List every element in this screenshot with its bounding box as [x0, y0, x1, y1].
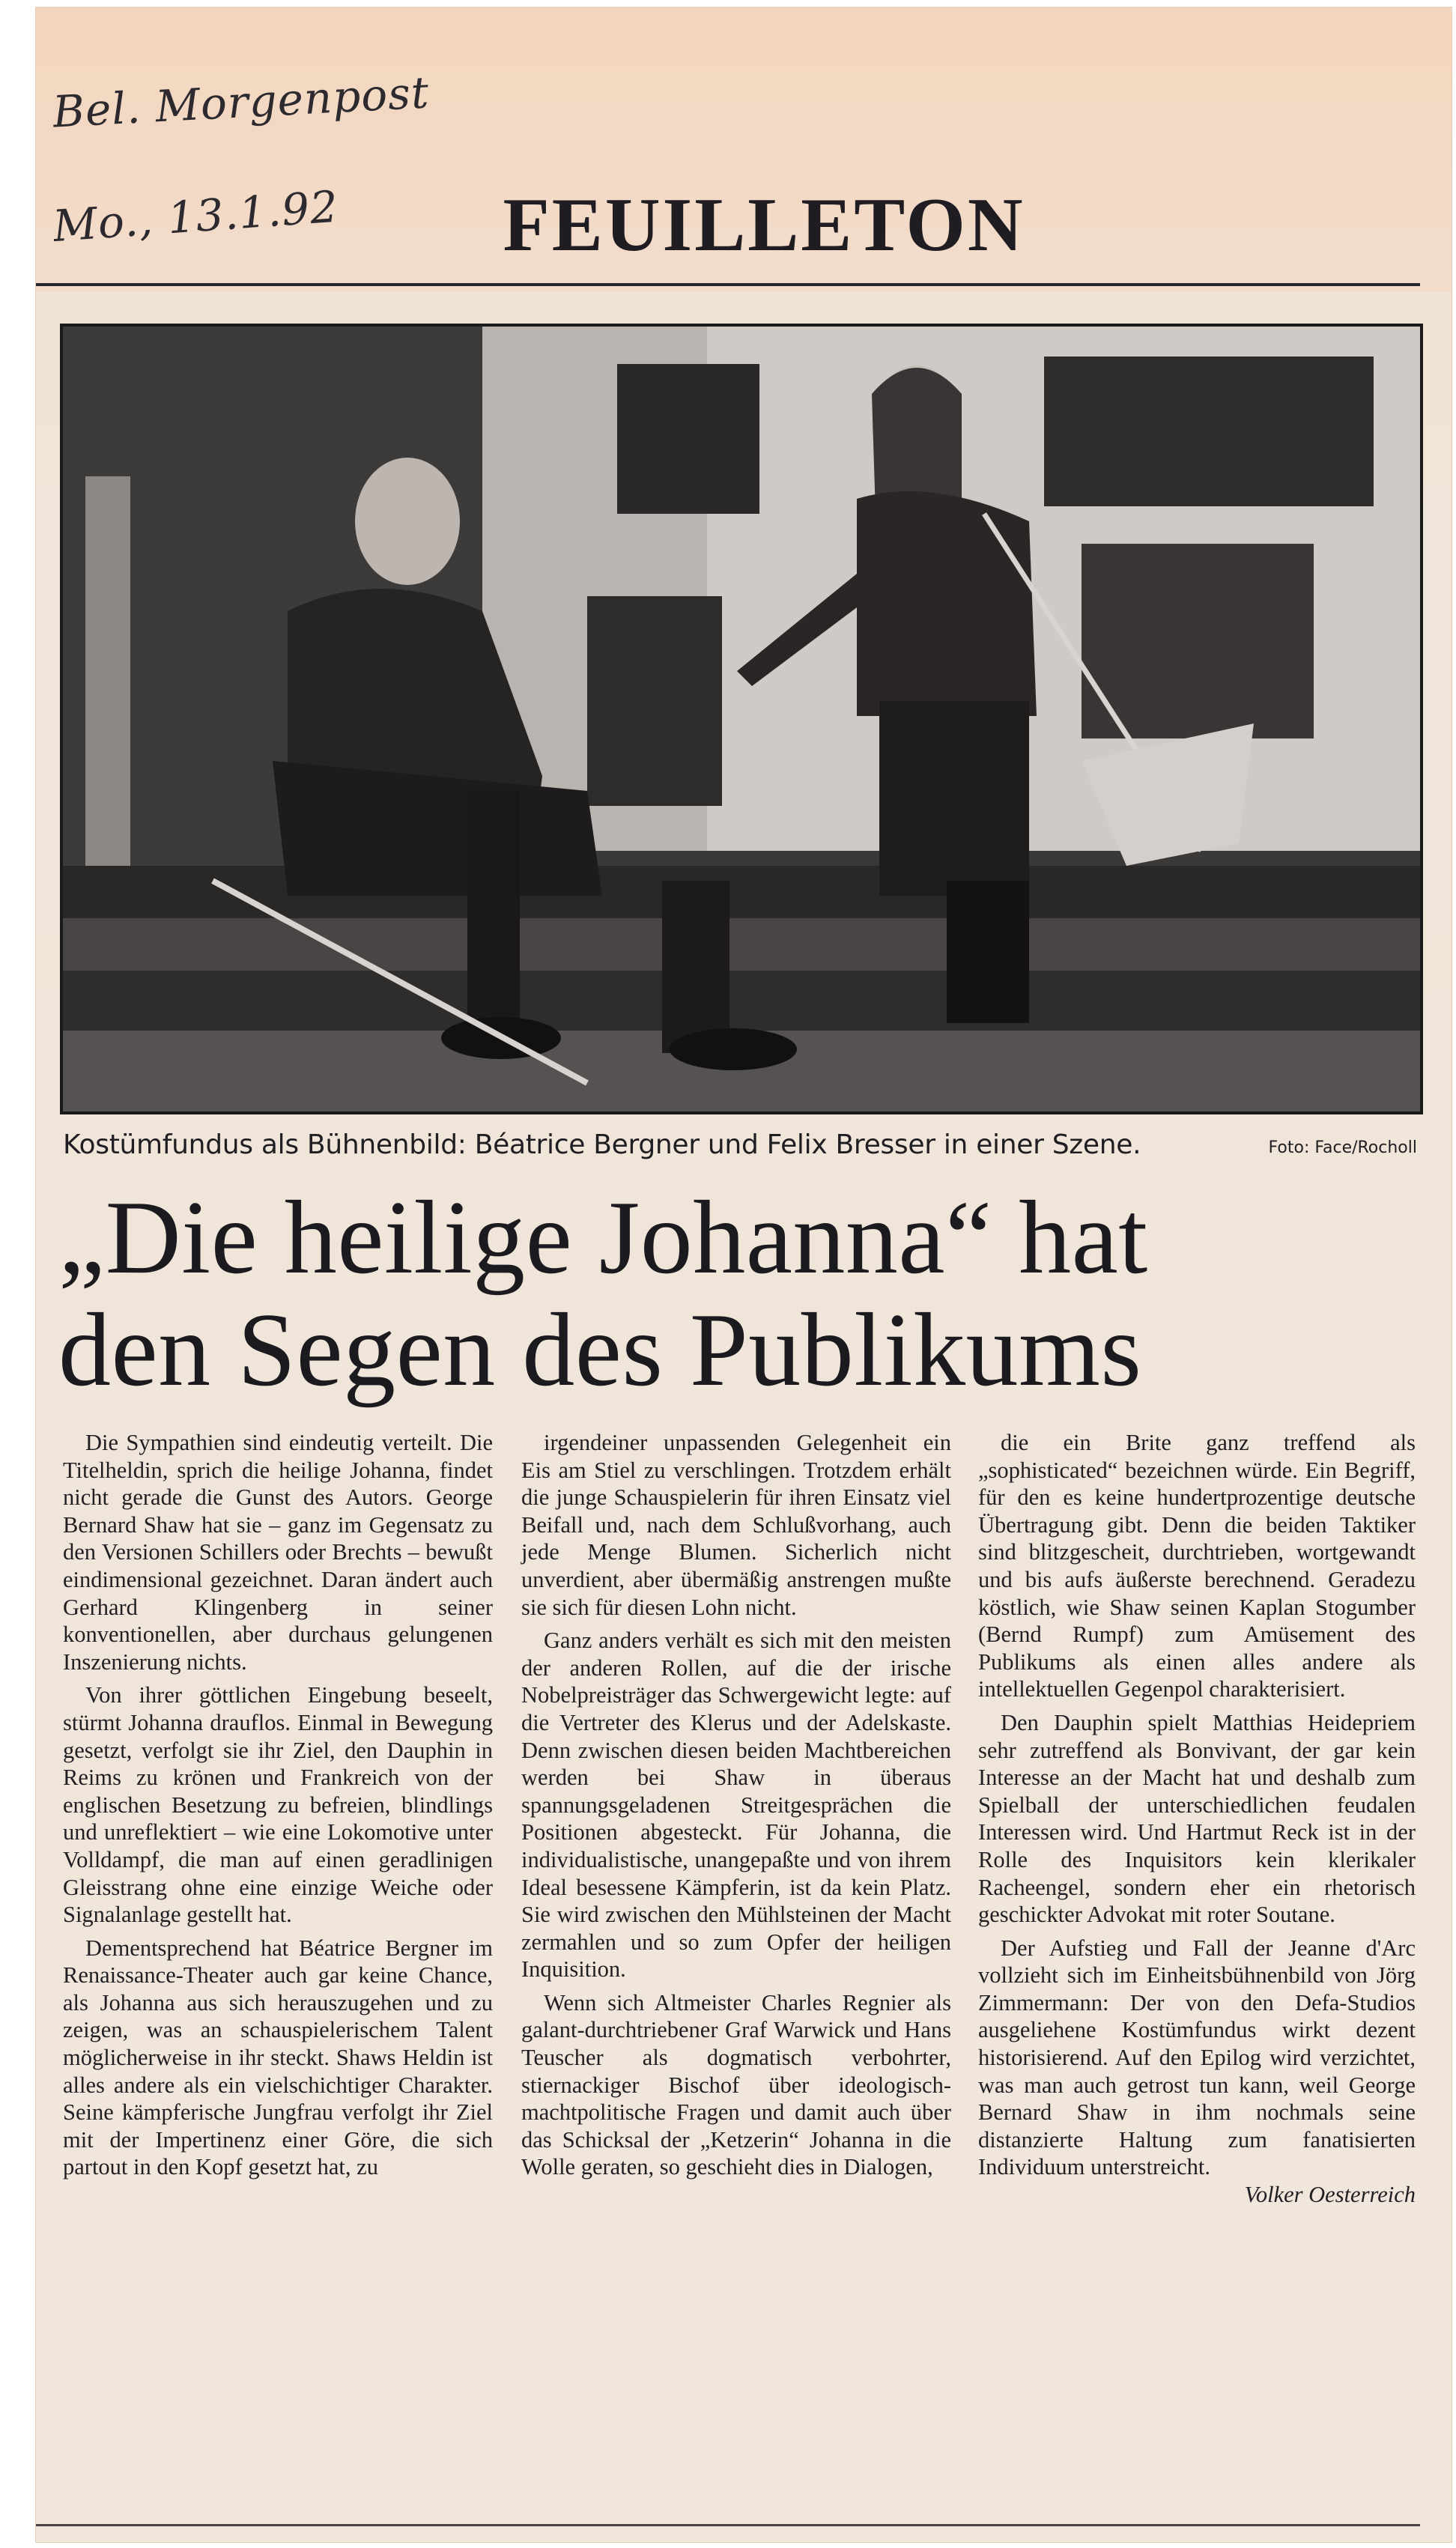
paragraph: Den Dauphin spielt Matthias Heidepriem sehr zutreffend als Bonvivant, der gar kein Interesse an der Macht hat und deshalb zum Spielball der unterschiedlichen feudalen Interessen wird. Und Hartmut Reck ist in der Rolle des Inquisitors kein klerikaler Racheengel, sondern eher ein rhetorisch geschickter Advokat mit roter Soutane. [978, 1709, 1416, 1928]
paragraph: Ganz anders verhält es sich mit den meisten der anderen Rollen, auf die der irische Nobelpreisträger das Schwergewicht legte: auf die Vertreter des Klerus und der Adelskaste. Denn zwischen diesen beiden Machtbereichen werden bei Shaw in überaus spannungsgeladenen Streitgesprächen die Positionen abgesteckt. Für Johanna, die individualistische, unangepaßte und von ihrem Ideal besessene Kämpferin, ist da kein Platz. Sie wird zwischen den Mühlsteinen der Macht zermahlen und so zum Opfer der heiligen Inquisition. [521, 1628, 951, 1983]
section-divider [36, 283, 1420, 286]
article-column-2 [521, 1429, 951, 2187]
paragraph: die ein Brite ganz treffend als „sophisticated“ bezeichnen würde. Ein Begriff, für den es keine hundertprozentige deutsche Übertragung gibt. Denn die beiden Taktiker sind blitzgescheit, durchtrieben, wortgewandt und bis aufs äußerste berechnend. Geradezu köstlich, wie Shaw seinen Kaplan Stogumber (Bernd Rumpf) zum Amüsement des Publikums als einen alles andere als intellektuellen Gegenpol charakterisiert. [978, 1430, 1416, 1702]
photo-credit: Foto: Face/Rocholl [1268, 1138, 1417, 1157]
paragraph: Dementsprechend hat Béatrice Bergner im Renaissance-Theater auch gar keine Chance, als Johanna aus sich herauszugehen und zu zeigen, was an schauspielerischem Talent möglicherweise in ihr steckt. Shaws Heldin ist alles andere als ein vielschichtiger Charakter. Seine kämpferische Jungfrau verfolgt ihr Ziel mit der Impertinenz einer Göre, die sich partout in den Kopf gesetzt hat, zu [63, 1935, 493, 2180]
paragraph: irgendeiner unpassenden Gelegenheit ein Eis am Stiel zu verschlingen. Trotzdem erhält die junge Schauspielerin für ihren Einsatz viel Beifall und, nach dem Schlußvorhang, auch jede Menge Blumen. Sicherlich nicht unverdient, aber übermäßig anstrengen mußte sie sich für diesen Lohn nicht. [521, 1430, 951, 1620]
article-author: Volker Oesterreich [1244, 2182, 1416, 2208]
handwritten-date-note: Mo., 13.1.92 [51, 181, 341, 252]
paragraph: Der Aufstieg und Fall der Jeanne d'Arc vollzieht sich im Einheitsbühnenbild von Jörg Zimmermann: Der von den Defa-Studios ausgeliehene Kostümfundus wirkt dezent historisierend. Auf den Epilog wird verzichtet, was man auch getrost tun kann, weil George Bernard Shaw in ihm nochmals seine distanzierte Haltung zum fanatisierten Individuum unterstreicht. [978, 1935, 1416, 2180]
photo-caption: Kostümfundus als Bühnenbild: Béatrice Bergner und Felix Bresser in einer Szene. [63, 1129, 1141, 1160]
paragraph: Wenn sich Altmeister Charles Regnier als galant-durchtriebener Graf Warwick und Hans Teuscher als dogmatisch verbohrter, stiernackiger Bischof über ideologisch-machtpolitische Fragen und damit auch über das Schicksal der „Ketzerin“ Johanna in die Wolle geraten, so geschieht dies in Dialogen, [521, 1989, 951, 2180]
article-column-1 [63, 1429, 493, 2187]
bottom-divider [36, 2524, 1420, 2526]
paragraph: Die Sympathien sind eindeutig verteilt. Die Titelheldin, sprich die heilige Johanna, findet nicht gerade die Gunst des Autors. George Bernard Shaw hat sie – ganz im Gegensatz zu den Versionen Schillers oder Brechts – bewußt eindimensional gezeichnet. Daran ändert auch Gerhard Klingenberg in seiner konventionellen, aber durchaus gelungenen Inszenierung nichts. [63, 1430, 493, 1675]
handwritten-source-note: Bel. Morgenpost [51, 67, 431, 138]
section-heading: FEUILLETON [503, 183, 1025, 267]
headline-line-1: „Die heilige Johanna“ hat [58, 1180, 1148, 1296]
stage-photo [60, 324, 1423, 1114]
article-headline [58, 1182, 1422, 1407]
stage-photo-illustration [63, 327, 1420, 1111]
article-column-3 [978, 1429, 1416, 2209]
headline-line-2: den Segen des Publikums [58, 1292, 1142, 1408]
article-body [0, 1429, 1456, 2523]
paragraph: Von ihrer göttlichen Eingebung beseelt, stürmt Johanna drauflos. Einmal in Bewegung gesetzt, verfolgt sie ihr Ziel, den Dauphin in Reims zu krönen und Frankreich von der englischen Besetzung zu befreien, blindlings und unreflektiert – wie eine Lokomotive unter Volldampf, die man auf einen geradlinigen Gleisstrang ohne eine einzige Weiche oder Signalanlage gestellt hat. [63, 1682, 493, 1928]
